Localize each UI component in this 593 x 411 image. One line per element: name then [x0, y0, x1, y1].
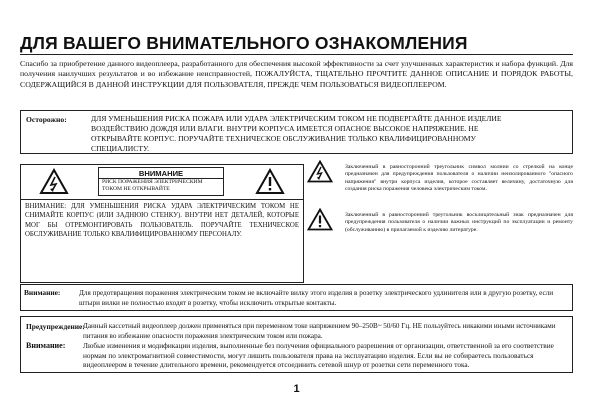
power-warning-text: Данный кассетный видеоплеер должен применяться при переменном токе напряжением 90–250В~ 50/60 Гц. НЕ пользуйтесь никакими иными источниками питания во избежание опасности поражения электрическим током или пожара.	[83, 322, 556, 340]
caution-label: Осторожно:	[26, 115, 67, 124]
caution-box	[20, 110, 573, 154]
title-rule	[20, 54, 573, 55]
warning-label	[98, 167, 224, 196]
warning-label-heading: Предупреждение:	[26, 322, 85, 331]
modification-warning-text: Любые изменения и модификации изделия, выполненные без получения официального разрешения от организации, ответственной за его соответствие нормам по электромагнитной совместимости, могут лишить пользователя права на эксплуатацию изделия. Если вы не собираетесь пользоваться видеоплеером в течение длительного времени, рекомендуется отсоединить сетевой шнур от розетки сети переменного тока.	[83, 341, 554, 370]
caution-text: ДЛЯ УМЕНЬШЕНИЯ РИСКА ПОЖАРА ИЛИ УДАРА ЭЛЕКТРИЧЕСКИМ ТОКОМ НЕ ПОДВЕРГАЙТЕ ДАННОЕ ИЗДЕЛИЕ ВОЗДЕЙСТВИЮ ДОЖДЯ ИЛИ ВЛАГИ. ВНУТРИ КОРПУСА ИМЕЕТСЯ ОПАСНОЕ ВЫСОКОЕ НАПРЯЖЕНИЕ. НЕ ОТКРЫВАЙТЕ КОРПУС. ПОРУЧАЙТЕ ТЕХНИЧЕСКОЕ ОБСЛУЖИВАНИЕ ТОЛЬКО КВАЛИФИЦИРОВАННОМУ СПЕЦИАЛИСТУ.	[91, 114, 502, 153]
warning-label-title: ВНИМАНИЕ	[138, 169, 184, 178]
warning-panel-text: ВНИМАНИЕ: ДЛЯ УМЕНЬШЕНИЯ РИСКА УДАРА ЭЛЕКТРИЧЕСКИМ ТОКОМ НЕ СНИМАЙТЕ КОРПУС (ИЛИ ЗАДНЮЮ СТЕНКУ). ВНУТРИ НЕТ ДЕТАЛЕЙ, КОТОРЫЕ МОГ БЫ ОТРЕМОНТИРОВАТЬ ПОЛЬЗОВАТЕЛЬ. ПОРУЧАЙТЕ ТЕХНИЧЕСКОЕ ОБСЛУЖИВАНИЕ ТОЛЬКО КВАЛИФИЦИРОВАННОМУ ПЕРСОНАЛУ.	[25, 203, 299, 238]
lightning-triangle-icon	[39, 168, 69, 195]
note-label: Внимание:	[24, 288, 61, 297]
warning-label-text: РИСК ПОРАЖЕНИЯ ЭЛЕКТРИЧЕСКИМ ТОКОМ НЕ ОТКРЫВАЙТЕ	[102, 179, 203, 193]
note-text: Для предотвращения поражения электрическим током не включайте вилку этого изделия в розетку электрического удлинителя или в другую розетку, если штыри вилки не полностью входят в розетку, чтобы исключить открытые контакты.	[79, 289, 554, 307]
page-title: ДЛЯ ВАШЕГО ВНИМАТЕЛЬНОГО ОЗНАКОМЛЕНИЯ	[20, 33, 468, 53]
lightning-triangle-icon	[307, 160, 333, 183]
attention-label: Внимание:	[26, 341, 66, 350]
exclamation-triangle-icon	[307, 208, 333, 231]
exclamation-triangle-icon	[255, 168, 285, 195]
warning-box	[20, 316, 573, 373]
lightning-symbol-explanation: Заключенный в равносторонний треугольник символ молнии со стрелкой на конце предназначен для предупреждения пользователя о наличии неизолированного "опасного напряжения" внутри корпуса изделия, которое составляет величину, достаточную для создания риска поражения человека электрическим током.	[345, 164, 573, 192]
note-box	[20, 284, 573, 311]
exclamation-symbol-explanation: Заключенный в равносторонний треугольник восклицательный знак предназначен для предупреждения пользователя о наличии важных инструкций по эксплуатации и ремонту (обслуживанию) в прилагаемой к изделию литературе.	[345, 212, 573, 233]
panel-divider	[21, 199, 303, 200]
warning-panel	[20, 164, 304, 283]
page-number: 1	[293, 383, 300, 395]
intro-paragraph: Спасибо за приобретение данного видеоплеера, разработанного для обеспечения высокой эффективности за счет улучшенных характеристик и набора функций. Для получения наилучших результатов и во избежание неисправностей, ПОЖАЛУЙСТА, ТЩАТЕЛЬНО ПРОЧТИТЕ ДАННОЕ ОПИСАНИЕ И ПОРЯДОК РАБОТЫ, СОДЕРЖАЩИЙСЯ В ДАННОЙ ИНСТРУКЦИИ ДЛЯ ПОЛЬЗОВАТЕЛЯ, ПРЕЖДЕ ЧЕМ ПОЛЬЗОВАТЬСЯ ВИДЕОПЛЕЕРОМ.	[20, 59, 573, 89]
